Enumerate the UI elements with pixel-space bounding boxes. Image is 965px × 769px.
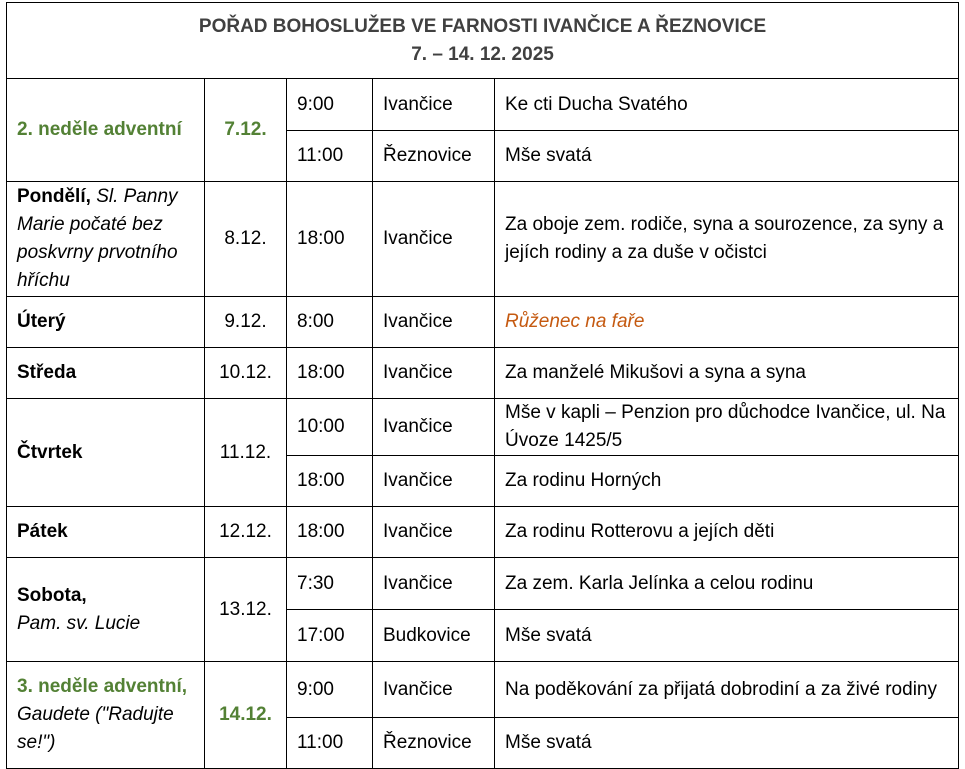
place-cell: Ivančice <box>373 662 495 718</box>
day-cell <box>7 79 205 182</box>
intention-cell: Na poděkování za přijatá dobrodiní a za živé rodiny <box>495 662 959 718</box>
schedule-title <box>7 3 959 79</box>
feast-name: Gaudete ("Radujte se!") <box>17 704 174 753</box>
table-row <box>7 297 959 348</box>
date-cell: 12.12. <box>205 507 287 558</box>
date-cell: 7.12. <box>205 79 287 182</box>
intention-cell: Za oboje zem. rodiče, syna a sourozence, za syny a jejích rodiny a za duše v očistci <box>495 182 959 297</box>
day-cell <box>7 558 205 662</box>
date-cell: 10.12. <box>205 348 287 399</box>
intention-cell: Za rodinu Rotterovu a jejích děti <box>495 507 959 558</box>
date-cell: 8.12. <box>205 182 287 297</box>
place-cell: Budkovice <box>373 610 495 662</box>
table-row <box>7 558 959 610</box>
place-cell: Řeznovice <box>373 131 495 182</box>
table-row <box>7 348 959 399</box>
time-cell: 11:00 <box>287 718 373 769</box>
time-cell: 18:00 <box>287 182 373 297</box>
time-cell: 18:00 <box>287 456 373 507</box>
day-name: Pátek <box>17 521 68 542</box>
day-cell <box>7 399 205 507</box>
place-cell: Ivančice <box>373 182 495 297</box>
intention-cell: Mše v kapli – Penzion pro důchodce Ivančice, ul. Na Úvoze 1425/5 <box>495 399 959 456</box>
day-name: Úterý <box>17 311 66 332</box>
place-cell: Ivančice <box>373 456 495 507</box>
day-name: Pondělí, <box>17 186 91 207</box>
place-cell: Ivančice <box>373 79 495 131</box>
table-row <box>7 507 959 558</box>
day-name: Středa <box>17 362 77 383</box>
intention-cell: Za zem. Karla Jelínka a celou rodinu <box>495 558 959 610</box>
table-row <box>7 662 959 718</box>
place-cell: Ivančice <box>373 558 495 610</box>
time-cell: 18:00 <box>287 507 373 558</box>
time-cell: 7:30 <box>287 558 373 610</box>
time-cell: 8:00 <box>287 297 373 348</box>
day-cell <box>7 348 205 399</box>
day-cell <box>7 182 205 297</box>
intention-cell: Mše svatá <box>495 131 959 182</box>
place-cell: Ivančice <box>373 507 495 558</box>
intention-cell: Mše svatá <box>495 718 959 769</box>
title-dates: 7. – 14. 12. 2025 <box>411 43 554 65</box>
time-cell: 11:00 <box>287 131 373 182</box>
place-cell: Ivančice <box>373 297 495 348</box>
intention-cell: Mše svatá <box>495 610 959 662</box>
place-cell: Ivančice <box>373 399 495 456</box>
feast-name: Pam. sv. Lucie <box>17 612 141 634</box>
time-cell: 9:00 <box>287 79 373 131</box>
table-row <box>7 399 959 456</box>
day-cell <box>7 662 205 769</box>
day-cell <box>7 297 205 348</box>
day-name: Čtvrtek <box>17 441 83 463</box>
place-cell: Ivančice <box>373 348 495 399</box>
intention-cell <box>495 297 959 348</box>
feast-name: Sl. Panny Marie počaté bez poskvrny prvotního hříchu <box>17 186 178 291</box>
rosary-note: Růženec na faře <box>505 311 645 332</box>
time-cell: 17:00 <box>287 610 373 662</box>
intention-cell: Ke cti Ducha Svatého <box>495 79 959 131</box>
day-name: 2. neděle adventní <box>17 119 182 140</box>
place-cell: Řeznovice <box>373 718 495 769</box>
table-row <box>7 79 959 131</box>
day-name: 3. neděle adventní, <box>17 676 187 697</box>
title-text: POŘAD BOHOSLUŽEB VE FARNOSTI IVANČICE A ŘEZNOVICE <box>198 15 767 37</box>
date-cell: 11.12. <box>205 399 287 507</box>
time-cell: 18:00 <box>287 348 373 399</box>
day-name: Sobota, <box>17 584 87 606</box>
time-cell: 10:00 <box>287 399 373 456</box>
time-cell: 9:00 <box>287 662 373 718</box>
intention-cell: Za manželé Mikušovi a syna a syna <box>495 348 959 399</box>
mass-schedule-table <box>6 2 959 769</box>
intention-cell: Za rodinu Horných <box>495 456 959 507</box>
day-cell <box>7 507 205 558</box>
date-cell: 13.12. <box>205 558 287 662</box>
header-row <box>7 3 959 79</box>
date-cell: 9.12. <box>205 297 287 348</box>
date-cell: 14.12. <box>205 662 287 769</box>
table-row <box>7 182 959 297</box>
